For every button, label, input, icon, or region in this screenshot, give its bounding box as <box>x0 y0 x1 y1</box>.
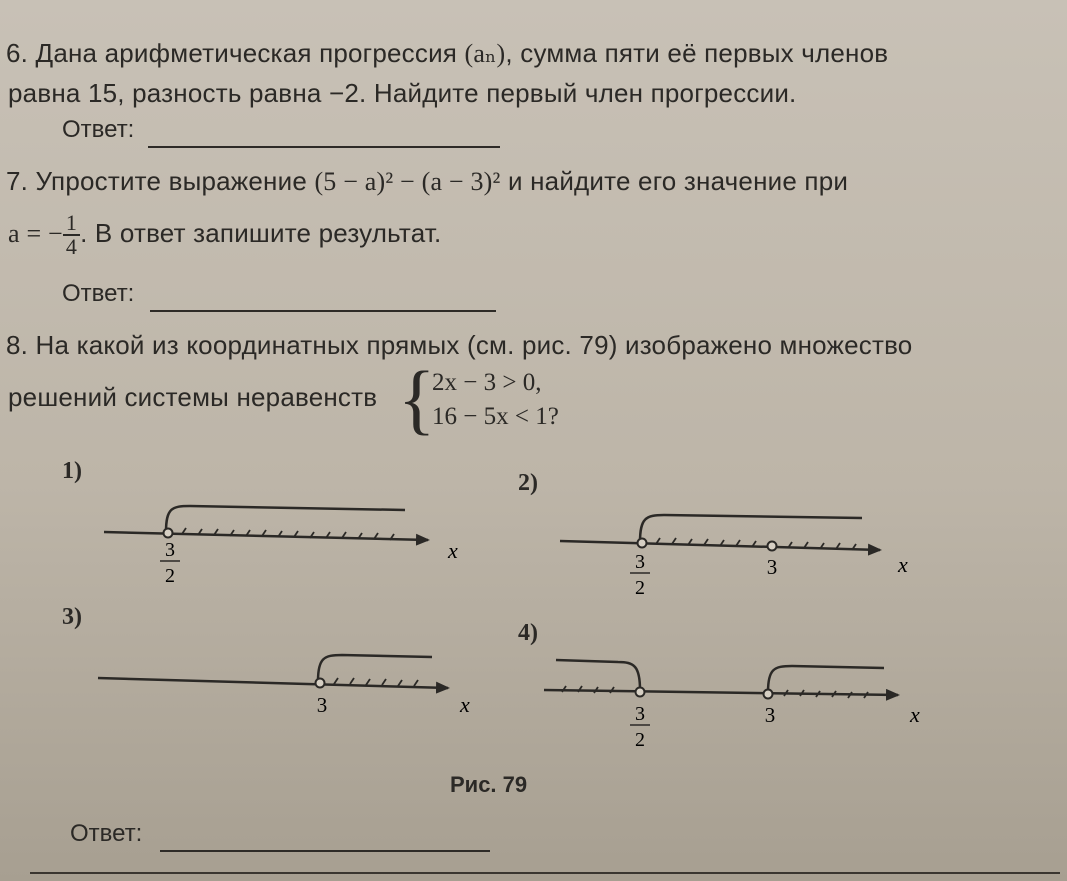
point-3-open-4 <box>764 690 773 699</box>
axis-label-4: x <box>910 702 920 727</box>
point-3-2-open-2 <box>638 539 647 548</box>
tick-2a-num: 3 <box>635 551 645 573</box>
inequality-1: 2x − 3 > 0, <box>432 369 542 396</box>
option-4-label: 4) <box>518 620 538 646</box>
task7-a-equals: a = − <box>8 218 63 248</box>
task8-line1: 8. На какой из координатных прямых (см. рис. 79) изображено множество <box>6 330 913 360</box>
solution-arc-2 <box>640 515 862 542</box>
option-3-label: 3) <box>62 604 82 630</box>
number-line-option-1[interactable] <box>104 506 458 587</box>
task6-sequence: (aₙ) <box>464 39 506 68</box>
task7-text-b2: . В ответ запишите результат. <box>80 217 442 248</box>
solution-arc-3 <box>318 655 432 681</box>
tick-3b: 3 <box>316 693 328 717</box>
point-3-2-open-4 <box>636 688 645 697</box>
axis-label-1: x <box>448 538 458 563</box>
system-brace: { <box>398 355 436 442</box>
task7-expression: (5 − a)² − (a − 3)² <box>314 167 501 196</box>
task7-answer-label: Ответ: <box>62 280 135 307</box>
task7-frac-den: 4 <box>65 234 78 259</box>
tick-1-num: 3 <box>165 539 175 561</box>
number-line-option-4[interactable] <box>544 660 920 751</box>
axis-line-3 <box>98 678 448 688</box>
figure-caption: Рис. 79 <box>450 772 528 797</box>
tick-2a-den: 2 <box>635 577 645 599</box>
number-line-option-3[interactable] <box>98 655 470 717</box>
solution-arc-4a <box>556 660 640 690</box>
task7-text-b: и найдите его значение при <box>500 166 849 196</box>
tick-4b: 3 <box>764 703 776 727</box>
axis-label-3: x <box>460 692 470 717</box>
tick-4a-num: 3 <box>635 703 645 725</box>
axis-label-2: x <box>898 552 908 577</box>
tick-2b: 3 <box>766 555 778 579</box>
solution-arc-1 <box>166 506 405 532</box>
point-3-2-open-1 <box>164 529 173 538</box>
axis-line-1 <box>104 532 428 540</box>
task6-line2: равна 15, разность равна −2. Найдите первый член прогрессии. <box>8 78 797 108</box>
bottom-divider <box>30 872 1060 874</box>
task6-text-a: 6. Дана арифметическая прогрессия <box>6 38 465 68</box>
task7-frac-num: 1 <box>63 212 80 236</box>
task7-text-a: 7. Упростите выражение <box>6 166 315 196</box>
solution-arc-4b <box>768 666 884 692</box>
task6-text-b: , сумма пяти её первых членов <box>505 38 889 68</box>
axis-line-4 <box>544 690 898 695</box>
tick-1-den: 2 <box>165 565 175 587</box>
task8-line2: решений системы неравенств <box>8 382 378 412</box>
inequality-2: 16 − 5x < 1? <box>432 403 559 430</box>
tick-4a-den: 2 <box>635 729 645 751</box>
number-line-option-2[interactable] <box>560 515 908 599</box>
task8-answer-label: Ответ: <box>70 820 143 847</box>
point-3-open-2 <box>768 542 777 551</box>
option-2-label: 2) <box>518 470 538 496</box>
option-1-label: 1) <box>62 458 82 484</box>
point-3-open-3 <box>316 679 325 688</box>
task8-answer-line[interactable] <box>160 850 490 852</box>
task6-answer-label: Ответ: <box>62 116 135 143</box>
